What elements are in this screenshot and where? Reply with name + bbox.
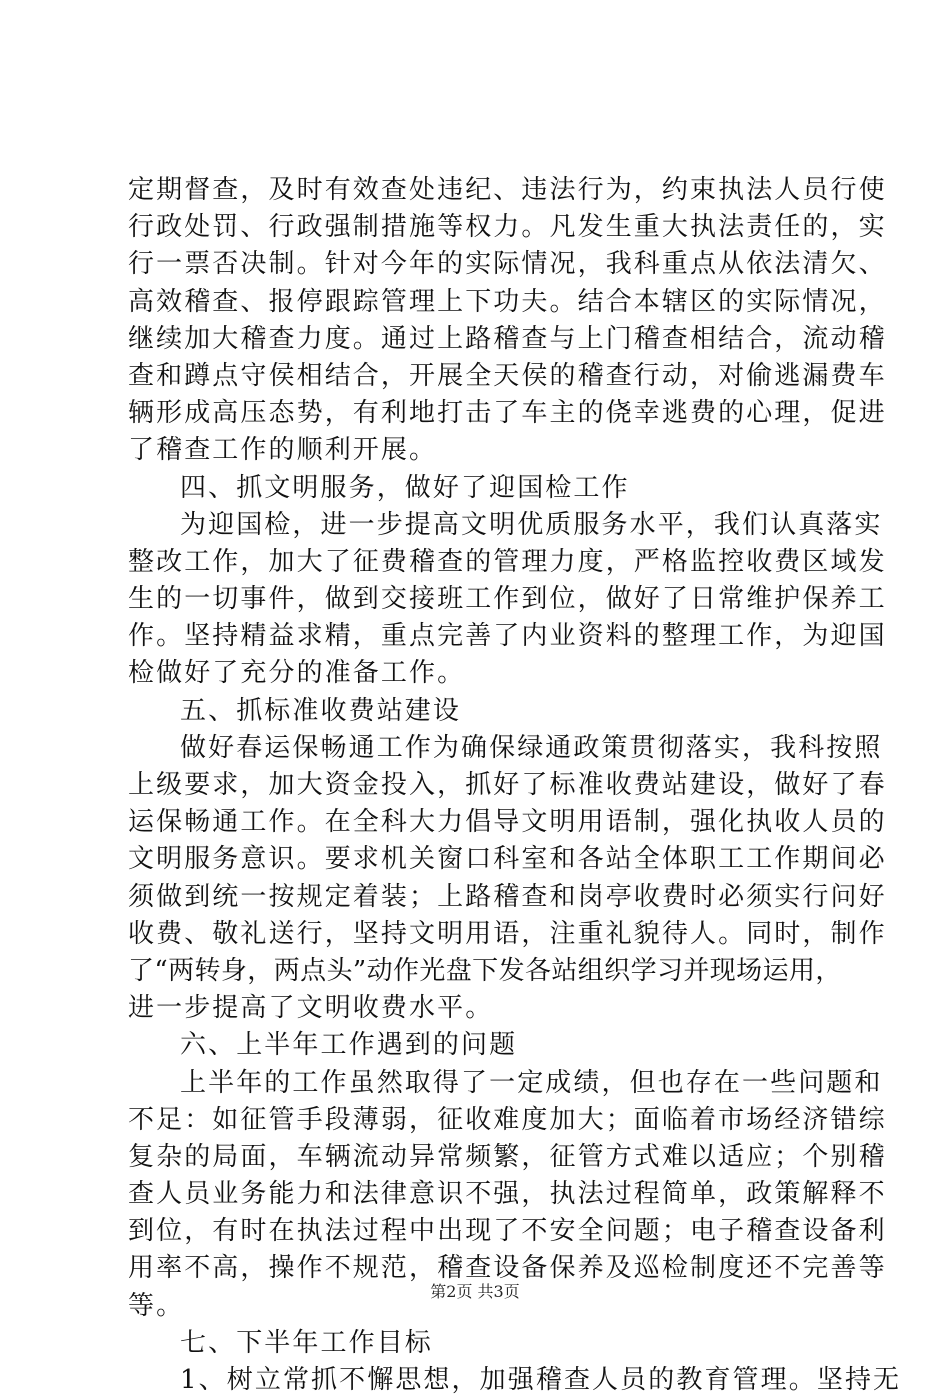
text-line: 复杂的局面，车辆流动异常频繁，征管方式难以适应；个别稽 <box>128 1141 887 1172</box>
text-line: 继续加大稽查力度。通过上路稽查与上门稽查相结合，流动稽 <box>128 323 887 354</box>
text-line: 文明服务意识。要求机关窗口科室和各站全体职工工作期间必 <box>128 844 887 875</box>
text-line: 四、抓文明服务，做好了迎国检工作 <box>180 472 630 503</box>
text-line: 辆形成高压态势，有利地打击了车主的侥幸逃费的心理，促进 <box>128 398 887 429</box>
text-line: 行一票否决制。针对今年的实际情况，我科重点从依法清欠、 <box>128 249 887 280</box>
text-line: 作。坚持精益求精，重点完善了内业资料的整理工作，为迎国 <box>128 621 887 652</box>
text-line: 做好春运保畅通工作为确保绿通政策贯彻落实，我科按照 <box>180 732 883 763</box>
text-line: 了“两转身，两点头”动作光盘下发各站组织学习并现场运用， <box>128 955 842 986</box>
text-line: 为迎国检，进一步提高文明优质服务水平，我们认真落实 <box>180 509 883 540</box>
text-line: 用率不高，操作不规范，稽查设备保养及巡检制度还不完善等 <box>128 1253 887 1284</box>
text-line: 查人员业务能力和法律意识不强，执法过程简单，政策解释不 <box>128 1179 887 1210</box>
text-line: 定期督查，及时有效查处违纪、违法行为，约束执法人员行使 <box>128 175 887 205</box>
text-line: 七、下半年工作目标 <box>180 1327 433 1358</box>
text-line: 到位，有时在执法过程中出现了不安全问题；电子稽查设备利 <box>128 1216 887 1247</box>
text-line: 收费、敬礼送行，坚持文明用语，注重礼貌待人。同时，制作 <box>128 918 887 949</box>
text-line: 了稽查工作的顺利开展。 <box>128 435 438 466</box>
text-line: 高效稽查、报停跟踪管理上下功夫。结合本辖区的实际情况， <box>128 286 887 317</box>
text-line: 等。 <box>128 1290 185 1321</box>
text-line: 整改工作，加大了征费稽查的管理力度，严格监控收费区域发 <box>128 546 887 577</box>
text-line: 生的一切事件，做到交接班工作到位，做好了日常维护保养工 <box>128 584 887 615</box>
text-line: 六、上半年工作遇到的问题 <box>180 1030 518 1061</box>
text-line: 进一步提高了文明收费水平。 <box>128 993 494 1024</box>
text-line: 查和蹲点守侯相结合，开展全天侯的稽查行动，对偷逃漏费车 <box>128 360 887 391</box>
text-line: 运保畅通工作。在全科大力倡导文明用语制，强化执收人员的 <box>128 807 887 838</box>
document-body <box>128 172 902 1399</box>
text-line: 须做到统一按规定着装；上路稽查和岗亭收费时必须实行问好 <box>128 881 887 912</box>
text-line: 上半年的工作虽然取得了一定成绩，但也存在一些问题和 <box>180 1067 883 1098</box>
page-footer: 第2页 共3页 <box>430 1282 520 1301</box>
text-line: 检做好了充分的准备工作。 <box>128 658 466 689</box>
text-line: 1、树立常抓不懈思想，加强稽查人员的教育管理。坚持无 <box>180 1365 902 1395</box>
text-line: 不足：如征管手段薄弱，征收难度加大；面临着市场经济错综 <box>128 1104 887 1135</box>
text-line: 五、抓标准收费站建设 <box>180 695 462 726</box>
text-line: 上级要求，加大资金投入，抓好了标准收费站建设，做好了春 <box>128 770 887 800</box>
text-line: 行政处罚、行政强制措施等权力。凡发生重大执法责任的，实 <box>128 212 887 243</box>
